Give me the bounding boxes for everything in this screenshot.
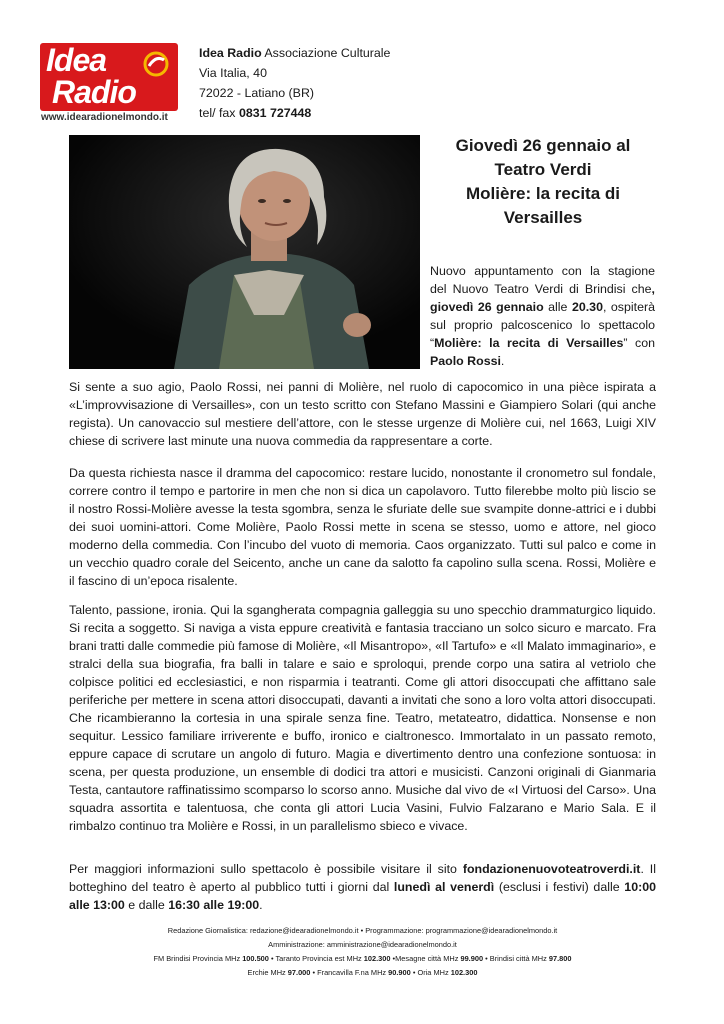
body-paragraph-3: Talento, passione, ironia. Qui la sgangherata compagnia galleggia su uno specchio drammaturgico liquido. Si recita a soggetto. Si naviga a vista eppure creatività e fantasia tracciano un solco sicuro e marcato. Fra brani tratti dalle commedie più famose di Molière, «Il Misantropo», «Il Tartufo» e «Il Malato immaginario», e stralci della sua biografia, fra balli in talare e saio e sproloqui, prende corpo una satira al vetriolo che colpisce politici ed ecclesiastici, e non risparmia i teatranti. Come gli attori disoccupati che affittano sale periferiche per mettere in scena attori disoccupati, davanti a invitati che sono a loro volta attori disoccupati. Che ricambieranno la cortesia in una spirale senza fine. Teatro, metateatro, didattica. Nonsense e non sequitur. Lessico familiare irriverente e buffo, ironico e cialtronesco. Immortalato in un passato remoto, eppure capace di scrutare un angolo di futuro. Magia e divertimento dentro una confezione sontuosa: in scena, per questa produzione, un ensemble di dodici tra attori e musicisti. Canzoni originali di Gianmaria Testa, cantautore raffinatissimo scomparso lo scorso anno. Musiche dal vivo de «I Virtuosi del Carso». Una squadra assortita e talentuosa, che conta gli attori Lucia Vasini, Fulvio Falzarano e Mario Sala. E il rimbalzo continuo tra Molière e Rossi, in un parallelismo sbieco e vivace. — [69, 603, 656, 833]
phone-number: 0831 727448 — [238, 106, 312, 120]
title-line-1: Giovedì 26 gennaio al — [455, 136, 631, 155]
info-morning-hours: 10:00 alle 13:00 — [69, 880, 656, 912]
info-paragraph — [69, 860, 656, 914]
intro-paragraph — [430, 262, 655, 370]
info-text: Per maggiori informazioni sullo spettacolo è possibile visitare il sito — [69, 862, 463, 876]
freq-label: • Taranto Provincia est MHz — [268, 954, 364, 963]
logo-text-idea: Idea — [46, 42, 107, 78]
logo-website: www.idearadionelmondo.it — [41, 112, 168, 123]
intro-text: ” con — [623, 336, 656, 350]
footer-frequencies-1 — [69, 952, 656, 966]
header-contact — [199, 43, 390, 123]
freq-value: 102.300 — [450, 968, 478, 977]
logo-text-radio: Radio — [52, 74, 136, 110]
theatre-website-link[interactable]: fondazionenuovoteatroverdi.it — [462, 862, 641, 876]
freq-label: • Oria MHz — [410, 968, 451, 977]
freq-value: 90.900 — [388, 968, 411, 977]
intro-show-title: Molière: la recita di Versailles — [434, 336, 624, 350]
intro-text: , ospiterà sul proprio palcoscenico lo spettacolo “ — [430, 300, 655, 350]
freq-label: • Brindisi città MHz — [483, 954, 549, 963]
org-type: Associazione Culturale — [261, 46, 391, 60]
info-text: e dalle — [124, 898, 169, 912]
intro-actor: Paolo Rossi — [430, 354, 501, 368]
freq-label: • Francavilla F.na MHz — [310, 968, 389, 977]
org-name: Idea Radio — [199, 46, 262, 60]
freq-value: 97.000 — [287, 968, 311, 977]
info-text: (esclusi i festivi) dalle — [494, 880, 625, 894]
footer-emails: Redazione Giornalistica: redazione@idearadionelmondo.it • Programmazione: programmazione@idearadionelmondo.it — [167, 926, 558, 935]
intro-text: Nuovo appuntamento con la stagione del Nuovo Teatro Verdi di Brindisi che — [430, 264, 655, 296]
title-line-4: Versailles — [503, 208, 583, 227]
actor-photo — [69, 135, 420, 369]
title-line-3: Molière: la recita di — [466, 184, 620, 203]
info-afternoon-hours: 16:30 alle 19:00 — [168, 898, 260, 912]
actor-photo-illustration — [69, 135, 420, 369]
info-text: . Il botteghino del teatro è aperto al pubblico tutti i giorni dal — [69, 862, 656, 894]
header-city: 72022 - Latiano (BR) — [199, 86, 315, 100]
article-title — [428, 134, 658, 230]
freq-value: 102.300 — [363, 954, 391, 963]
intro-date: , giovedì 26 gennaio — [430, 282, 655, 314]
footer-frequencies-2 — [69, 966, 656, 980]
freq-label: Erchie MHz — [247, 968, 288, 977]
intro-text: alle — [543, 300, 572, 314]
freq-label: •Mesagne città MHz — [390, 954, 461, 963]
freq-value: 100.500 — [242, 954, 269, 963]
idea-radio-logo — [40, 43, 178, 125]
freq-value: 99.900 — [460, 954, 484, 963]
body-paragraph-1: Si sente a suo agio, Paolo Rossi, nei panni di Molière, nel ruolo di capocomico in una pièce ispirata a «L’improvvisazione di Versailles», con un testo scritto con Stefano Massini e Giampiero Solari (qui anche regista). Un canovaccio sul mestiere dell’attore, con le stesse urgenze di Molière cui, nel 1663, Luigi XIV chiese di scrivere last minute una nuova commedia da rappresentare a corte. — [69, 380, 656, 448]
header-address: Via Italia, 40 — [199, 66, 267, 80]
header-org-line — [199, 43, 390, 63]
info-days: lunedì al venerdì — [393, 880, 495, 894]
title-line-2: Teatro Verdi — [494, 160, 592, 179]
logo-swirl-icon — [143, 51, 169, 77]
body-paragraph-2: Da questa richiesta nasce il dramma del capocomico: restare lucido, nonostante il cronometro sul fondale, correre contro il tempo e partorire in men che non si dica un capolavoro. Tutto filerebbe molto più liscio se il nostro Rossi-Molière avesse la testa sgombra, senza le sfuriate delle sue svampite donne-attrici e i dubbi dei suoi uomini-attori. Come Molière, Paolo Rossi mette in scena se stesso, uomo e attore, nel gioco moderno della commedia. Con l’incubo del vuoto di memoria. Caos organizzato. Tutti sul palco e come in un vecchio quadro corale del Seicento, anche un cane da salotto fa capolino sulla scena. Rossi, Molière e il fascino di un’epoca risalente. — [69, 466, 656, 588]
intro-text: . — [500, 354, 505, 368]
info-text: . — [259, 898, 263, 912]
footer-admin-email: Amministrazione: amministrazione@idearadionelmondo.it — [268, 940, 457, 949]
intro-time: 20.30 — [571, 300, 603, 314]
footer — [69, 924, 656, 980]
freq-label: FM Brindisi Provincia MHz — [153, 954, 243, 963]
header-phone-line — [199, 103, 390, 123]
phone-label: tel/ fax — [199, 106, 239, 120]
freq-value: 97.800 — [548, 954, 572, 963]
